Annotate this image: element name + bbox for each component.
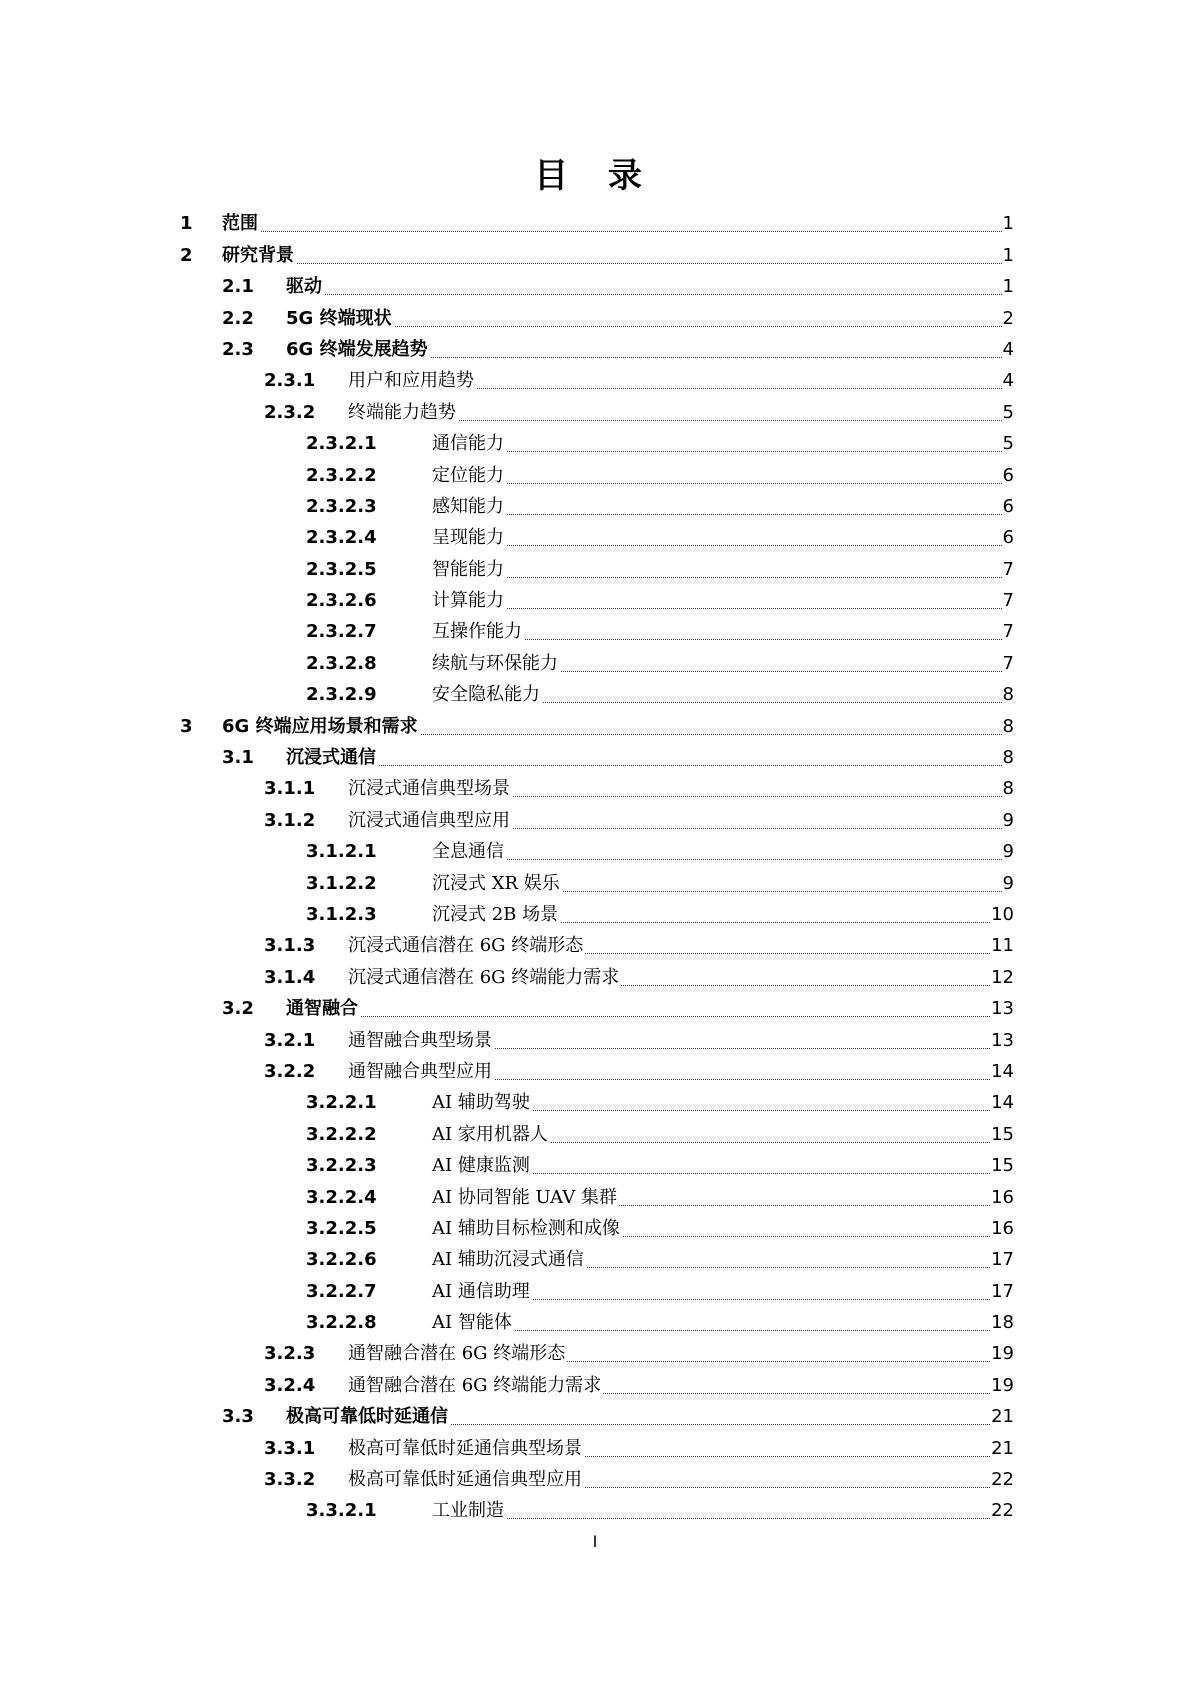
toc-dot-leader	[286, 294, 1014, 295]
toc-entry[interactable]	[0, 1338, 1190, 1369]
toc-entry[interactable]	[0, 1024, 1190, 1055]
toc-entry-number: 2.3.2.9	[306, 684, 377, 706]
toc-entry-title[interactable]: 通智融合典型场景	[348, 1029, 492, 1051]
toc-entry[interactable]	[0, 1369, 1190, 1400]
toc-entry[interactable]	[0, 585, 1190, 616]
toc-entry-page[interactable]: 13	[991, 1029, 1014, 1051]
toc-entry-title[interactable]: 呈现能力	[432, 527, 504, 549]
toc-entry-page[interactable]: 22	[991, 1500, 1014, 1522]
toc-dot-leader	[432, 483, 1014, 484]
toc-entry-page[interactable]: 8	[1002, 684, 1014, 706]
toc-entry-title[interactable]: 终端能力趋势	[348, 401, 456, 423]
toc-entry[interactable]	[0, 1118, 1190, 1149]
toc-dot-leader	[432, 451, 1014, 452]
toc-entry-title[interactable]: 驱动	[286, 276, 322, 298]
toc-entry-title[interactable]: 续航与环保能力	[432, 652, 558, 674]
toc-dot-leader	[432, 545, 1014, 546]
toc-entry-number: 3.3	[222, 1406, 254, 1428]
toc-entry-title[interactable]: AI 通信助理	[432, 1280, 530, 1302]
toc-dot-leader	[432, 608, 1014, 609]
toc-entry[interactable]	[0, 1056, 1190, 1087]
toc-entry[interactable]	[0, 1213, 1190, 1244]
toc-entry-title[interactable]: 感知能力	[432, 495, 504, 517]
toc-entry[interactable]	[0, 522, 1190, 553]
toc-dot-leader	[432, 859, 1014, 860]
toc-dot-leader	[432, 577, 1014, 578]
toc-entry-number: 3.1.3	[264, 935, 316, 957]
toc-entry[interactable]	[0, 208, 1190, 239]
toc-entry-page[interactable]: 8	[1002, 715, 1014, 737]
toc-entry-number: 3.2.2.5	[306, 1217, 377, 1239]
toc-entry-number: 3.2.2.6	[306, 1249, 377, 1271]
toc-entry[interactable]	[0, 1432, 1190, 1463]
toc-entry-title[interactable]: 沉浸式 2B 场景	[432, 903, 559, 925]
toc-entry-title[interactable]: 通信能力	[432, 433, 504, 455]
toc-entry-page[interactable]: 16	[991, 1186, 1014, 1208]
toc-entry[interactable]	[0, 1464, 1190, 1495]
toc-entry-page[interactable]: 22	[991, 1469, 1014, 1491]
toc-entry-number: 3.1.4	[264, 966, 316, 988]
toc-entry-page[interactable]: 14	[991, 1092, 1014, 1114]
toc-entry[interactable]	[0, 1150, 1190, 1181]
toc-entry[interactable]	[0, 1087, 1190, 1118]
toc-entry-page[interactable]: 9	[1002, 872, 1014, 894]
toc-dot-leader	[286, 765, 1014, 766]
toc-entry-number: 2.3.1	[264, 370, 316, 392]
toc-entry[interactable]	[0, 930, 1190, 961]
toc-dot-leader	[222, 263, 1014, 264]
toc-entry-page[interactable]: 6	[1002, 527, 1014, 549]
toc-entry-title[interactable]: 智能能力	[432, 558, 504, 580]
toc-entry-title[interactable]: 通智融合典型应用	[348, 1060, 492, 1082]
toc-entry-page[interactable]: 18	[991, 1312, 1014, 1334]
toc-entry[interactable]	[0, 616, 1190, 647]
toc-entry-number: 3.3.2	[264, 1469, 316, 1491]
toc-dot-leader	[432, 1518, 1014, 1519]
toc-entry-number: 3.3.1	[264, 1437, 316, 1459]
toc-entry[interactable]	[0, 553, 1190, 584]
toc-entry-number: 3.1.1	[264, 778, 316, 800]
toc-entry-title[interactable]: 计算能力	[432, 590, 504, 612]
toc-entry[interactable]	[0, 961, 1190, 992]
toc-entry[interactable]	[0, 836, 1190, 867]
toc-entry-title[interactable]: 极高可靠低时延通信	[286, 1406, 448, 1428]
toc-entry-number: 2.3.2.4	[306, 527, 377, 549]
toc-entry-number: 3.2.2.8	[306, 1312, 377, 1334]
toc-entry-page[interactable]: 9	[1002, 809, 1014, 831]
toc-entry[interactable]	[0, 459, 1190, 490]
toc-entry-number: 3.2.2	[264, 1060, 316, 1082]
toc-entry-number: 3.2.2.1	[306, 1092, 377, 1114]
toc-entry-number: 3.2	[222, 998, 254, 1020]
toc-entry-title[interactable]: 研究背景	[222, 244, 294, 266]
toc-entry-number: 3.2.2.2	[306, 1123, 377, 1145]
toc-entry-number: 2.3.2.8	[306, 652, 377, 674]
toc-entry-title[interactable]: 工业制造	[432, 1500, 504, 1522]
toc-entry-number: 2.1	[222, 276, 254, 298]
toc-entry-page[interactable]: 16	[991, 1217, 1014, 1239]
toc-entry-page[interactable]: 10	[991, 903, 1014, 925]
toc-entry-title[interactable]: 定位能力	[432, 464, 504, 486]
toc-entry[interactable]	[0, 679, 1190, 710]
toc-entry-number: 3.1	[222, 747, 254, 769]
toc-entry-page[interactable]: 4	[1002, 338, 1014, 360]
toc-entry-page[interactable]: 19	[991, 1374, 1014, 1396]
toc-entry-title[interactable]: AI 健康监测	[432, 1155, 530, 1177]
toc-entry-number: 3.1.2.3	[306, 903, 377, 925]
toc-entry[interactable]	[0, 1244, 1190, 1275]
toc-entry-title[interactable]: 6G 终端发展趋势	[286, 338, 428, 360]
toc-entry-title[interactable]: AI 辅助沉浸式通信	[432, 1249, 584, 1271]
toc-entry-title[interactable]: AI 协同智能 UAV 集群	[432, 1186, 617, 1208]
toc-entry-title[interactable]: 安全隐私能力	[432, 684, 540, 706]
toc-entry[interactable]	[0, 1275, 1190, 1306]
toc-entry-title[interactable]: AI 辅助目标检测和成像	[432, 1217, 620, 1239]
toc-entry[interactable]	[0, 710, 1190, 741]
toc-entry-number: 2	[180, 244, 193, 266]
toc-entry[interactable]	[0, 396, 1190, 427]
toc-entry-title[interactable]: AI 智能体	[432, 1312, 512, 1334]
toc-entry-title[interactable]: 通智融合潜在 6G 终端形态	[348, 1343, 566, 1365]
toc-entry-title[interactable]: 沉浸式通信潜在 6G 终端能力需求	[348, 966, 620, 988]
toc-entry[interactable]	[0, 271, 1190, 302]
toc-entry[interactable]	[0, 993, 1190, 1024]
toc-entry-title[interactable]: 沉浸式通信潜在 6G 终端形态	[348, 935, 584, 957]
toc-entry-title[interactable]: 沉浸式通信	[286, 747, 376, 769]
toc-entry-number: 3.2.1	[264, 1029, 316, 1051]
toc-entry-page[interactable]: 1	[1002, 213, 1014, 235]
toc-entry-number: 3.2.4	[264, 1374, 316, 1396]
toc-entry[interactable]	[0, 1307, 1190, 1338]
toc-entry-title[interactable]: AI 家用机器人	[432, 1123, 548, 1145]
toc-entry-page[interactable]: 21	[991, 1437, 1014, 1459]
toc-entry-title[interactable]: 互操作能力	[432, 621, 522, 643]
toc-entry[interactable]	[0, 647, 1190, 678]
toc-entry-page[interactable]: 15	[991, 1155, 1014, 1177]
toc-dot-leader	[432, 1330, 1014, 1331]
toc-entry-page[interactable]: 11	[991, 935, 1014, 957]
toc-dot-leader	[432, 514, 1014, 515]
toc-entry-title[interactable]: 通智融合潜在 6G 终端能力需求	[348, 1374, 602, 1396]
toc-entry-title[interactable]: 全息通信	[432, 841, 504, 863]
toc-entry-number: 2.3.2.6	[306, 590, 377, 612]
toc-list	[0, 208, 1190, 1526]
toc-entry-title[interactable]: 6G 终端应用场景和需求	[222, 715, 418, 737]
toc-entry-page[interactable]: 7	[1002, 621, 1014, 643]
toc-entry-number: 3.2.2.4	[306, 1186, 377, 1208]
toc-entry-page[interactable]: 5	[1002, 433, 1014, 455]
toc-entry-number: 1	[180, 213, 193, 235]
toc-entry-page[interactable]: 2	[1002, 307, 1014, 329]
toc-entry-page[interactable]: 17	[991, 1280, 1014, 1302]
toc-entry-title[interactable]: AI 辅助驾驶	[432, 1092, 530, 1114]
toc-entry-number: 2.3.2.2	[306, 464, 377, 486]
toc-entry-page[interactable]: 19	[991, 1343, 1014, 1365]
toc-entry[interactable]	[0, 773, 1190, 804]
toc-entry[interactable]	[0, 365, 1190, 396]
toc-entry-number: 3.1.2.2	[306, 872, 377, 894]
toc-entry[interactable]	[0, 1495, 1190, 1526]
toc-entry[interactable]	[0, 428, 1190, 459]
toc-entry-title[interactable]: 沉浸式 XR 娱乐	[432, 872, 560, 894]
toc-entry-page[interactable]: 6	[1002, 464, 1014, 486]
toc-entry-number: 2.3	[222, 338, 254, 360]
toc-entry[interactable]	[0, 742, 1190, 773]
toc-entry-page[interactable]: 1	[1002, 244, 1014, 266]
toc-entry-title[interactable]: 极高可靠低时延通信典型应用	[348, 1469, 582, 1491]
toc-dot-leader	[222, 231, 1014, 232]
toc-entry-page[interactable]: 7	[1002, 558, 1014, 580]
toc-entry-number: 2.2	[222, 307, 254, 329]
toc-entry-title[interactable]: 通智融合	[286, 998, 358, 1020]
toc-entry-title[interactable]: 范围	[222, 213, 258, 235]
toc-entry-page[interactable]: 1	[1002, 276, 1014, 298]
toc-entry[interactable]	[0, 1401, 1190, 1432]
toc-entry-page[interactable]: 14	[991, 1060, 1014, 1082]
toc-dot-leader	[286, 1016, 1014, 1017]
toc-entry-number: 2.3.2.1	[306, 433, 377, 455]
page-number-footer: I	[592, 1532, 598, 1551]
toc-dot-leader	[286, 326, 1014, 327]
toc-entry-number: 3.2.2.7	[306, 1280, 377, 1302]
toc-entry-page[interactable]: 9	[1002, 841, 1014, 863]
toc-entry[interactable]	[0, 1181, 1190, 1212]
toc-entry-title[interactable]: 极高可靠低时延通信典型场景	[348, 1437, 582, 1459]
toc-entry-number: 3	[180, 715, 193, 737]
toc-entry-page[interactable]: 5	[1002, 401, 1014, 423]
toc-entry-page[interactable]: 17	[991, 1249, 1014, 1271]
toc-entry-page[interactable]: 15	[991, 1123, 1014, 1145]
toc-entry[interactable]	[0, 334, 1190, 365]
toc-entry-page[interactable]: 8	[1002, 747, 1014, 769]
toc-entry-number: 2.3.2.3	[306, 495, 377, 517]
toc-entry-number: 3.3.2.1	[306, 1500, 377, 1522]
toc-entry-page[interactable]: 4	[1002, 370, 1014, 392]
toc-entry-page[interactable]: 21	[991, 1406, 1014, 1428]
toc-entry-number: 2.3.2	[264, 401, 316, 423]
toc-entry[interactable]	[0, 899, 1190, 930]
toc-entry-number: 2.3.2.7	[306, 621, 377, 643]
toc-entry[interactable]	[0, 491, 1190, 522]
toc-entry-title[interactable]: 沉浸式通信典型场景	[348, 778, 510, 800]
toc-entry-page[interactable]: 7	[1002, 652, 1014, 674]
toc-entry-page[interactable]: 8	[1002, 778, 1014, 800]
toc-entry-page[interactable]: 6	[1002, 495, 1014, 517]
toc-entry-page[interactable]: 7	[1002, 590, 1014, 612]
toc-entry-title[interactable]: 5G 终端现状	[286, 307, 392, 329]
toc-entry-number: 3.1.2	[264, 809, 316, 831]
toc-entry-page[interactable]: 12	[991, 966, 1014, 988]
toc-entry[interactable]	[0, 804, 1190, 835]
toc-entry-title[interactable]: 用户和应用趋势	[348, 370, 474, 392]
toc-entry-number: 3.2.3	[264, 1343, 316, 1365]
toc-entry[interactable]	[0, 302, 1190, 333]
toc-entry[interactable]	[0, 867, 1190, 898]
toc-entry[interactable]	[0, 239, 1190, 270]
toc-entry-number: 3.2.2.3	[306, 1155, 377, 1177]
toc-entry-number: 3.1.2.1	[306, 841, 377, 863]
page-title: 目 录	[534, 156, 656, 196]
toc-entry-title[interactable]: 沉浸式通信典型应用	[348, 809, 510, 831]
toc-entry-number: 2.3.2.5	[306, 558, 377, 580]
toc-entry-page[interactable]: 13	[991, 998, 1014, 1020]
